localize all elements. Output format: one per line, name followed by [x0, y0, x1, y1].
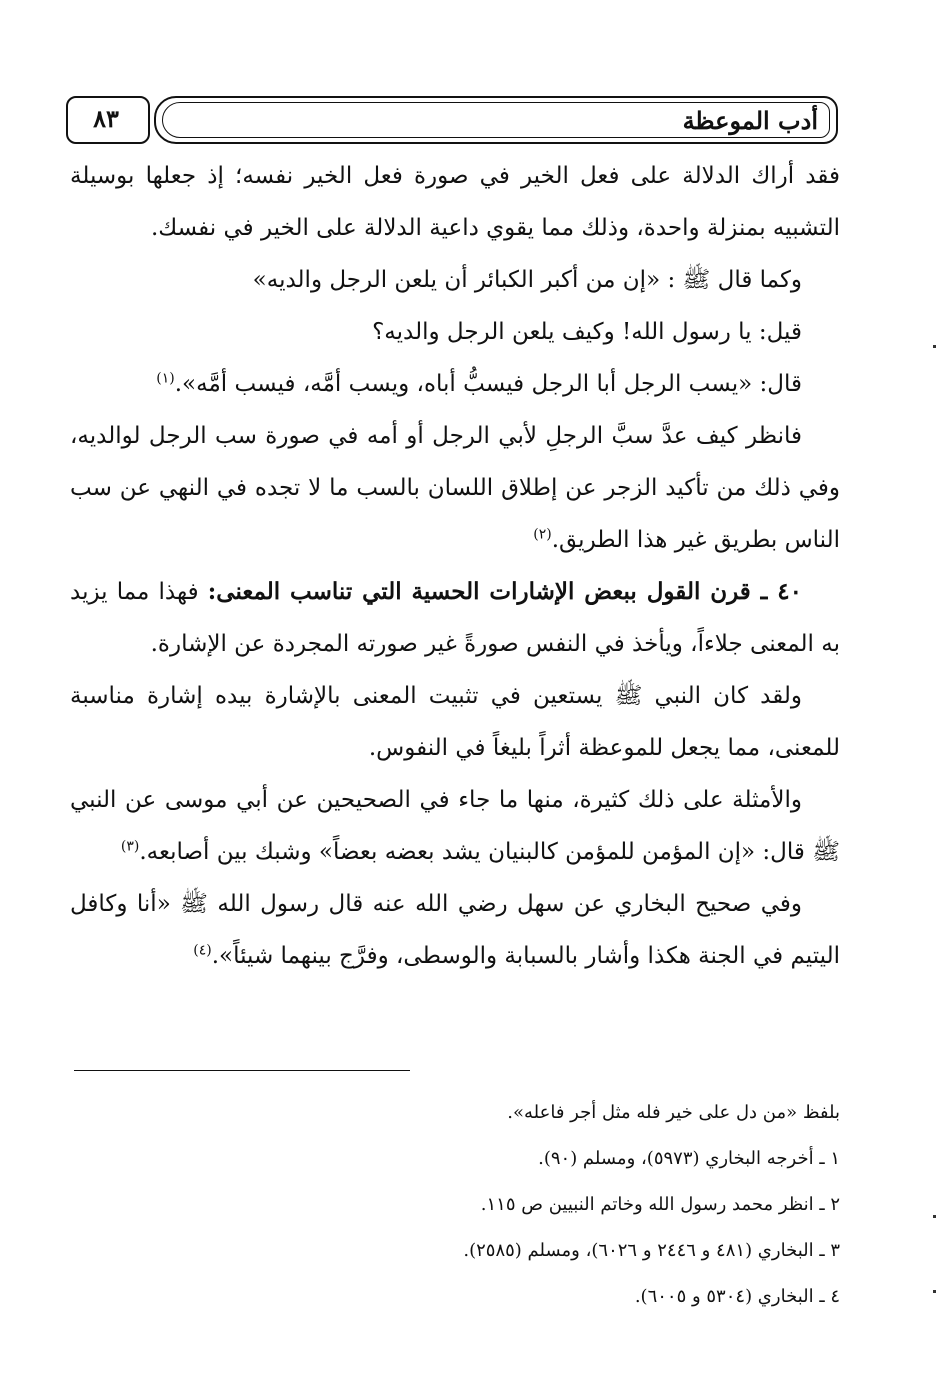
footnote-1: ١ ـ أخرجه البخاري (٥٩٧٣)، ومسلم (٩٠). — [538, 1148, 840, 1169]
paragraph-9-text: وفي صحيح البخاري عن سهل رضي الله عنه قال رسول الله ﷺ «أنا وكافل اليتيم في الجنة هكذا وأشار بالسبابة والوسطى، وفرَّج بينهما شيئاً». — [70, 891, 840, 969]
section-heading-40: ٤٠ ـ قرن القول ببعض الإشارات الحسية التي تناسب المعنى: — [207, 578, 802, 605]
footnote-continued: بلفظ «من دل على خير فله مثل أجر فاعله». — [507, 1102, 840, 1123]
footnote-ref-1: (١) — [156, 370, 175, 387]
footnote-ref-3: (٣) — [120, 838, 140, 855]
footnote-ref-4: (٤) — [193, 942, 212, 959]
running-title: أدب الموعظة — [682, 105, 818, 135]
main-text — [70, 150, 840, 982]
paragraph-5 — [70, 410, 840, 566]
paragraph-6 — [70, 566, 840, 670]
footnote-separator — [74, 1070, 410, 1071]
paragraph-6-text: فهذا مما يزيد به المعنى جلاءاً، ويأخذ في النفس صورةً غير صورته المجردة عن الإشارة. — [70, 579, 840, 657]
paragraph-3: قيل: يا رسول الله! وكيف يلعن الرجل والديه؟ — [372, 319, 802, 345]
paragraph-4-text: قال: «يسب الرجل أبا الرجل فيسبُّ أباه، ويسب أمَّه، فيسب أمَّه». — [174, 371, 802, 397]
footnote-2: ٢ ـ انظر محمد رسول الله وخاتم النبيين ص ١١٥. — [480, 1194, 840, 1215]
page-number: ٨٣ — [93, 103, 119, 133]
running-title-frame — [154, 96, 838, 144]
paragraph-4 — [70, 358, 840, 410]
paragraph-1: فقد أراك الدلالة على فعل الخير في صورة فعل الخير نفسه؛ إذ جعلها بوسيلة التشبيه بمنزلة واحدة، وذلك مما يقوي داعية الدلالة على الخير في نفسك. — [70, 163, 840, 241]
paragraph-8-text: والأمثلة على ذلك كثيرة، منها ما جاء في الصحيحين عن أبي موسى عن النبي ﷺ قال: «إن المؤمن للمؤمن كالبنيان يشد بعضه بعضاً» وشبك بين أصابعه. — [70, 787, 840, 865]
paragraph-5-text: فانظر كيف عدَّ سبَّ الرجلِ لأبي الرجل أو أمه في صورة سب الرجل لوالديه، وفي ذلك من تأكيد الزجر عن إطلاق اللسان بالسب ما لا تجده في النهي عن سب الناس بطريق غير هذا الطريق. — [70, 423, 840, 553]
paragraph-8 — [70, 774, 840, 878]
footnotes — [70, 1090, 840, 1320]
page-header — [66, 96, 838, 144]
paragraph-2: وكما قال ﷺ : «إن من أكبر الكبائر أن يلعن الرجل والديه» — [252, 267, 802, 293]
footnote-ref-2: (٢) — [533, 526, 552, 543]
paragraph-7: ولقد كان النبي ﷺ يستعين في تثبيت المعنى بالإشارة بيده إشارة مناسبة للمعنى، مما يجعل للموعظة أثراً بليغاً في النفوس. — [70, 683, 840, 761]
footnote-3: ٣ ـ البخاري (٤٨١ و ٢٤٤٦ و ٦٠٢٦)، ومسلم (٢٥٨٥). — [463, 1240, 840, 1261]
paragraph-9 — [70, 878, 840, 982]
footnote-4: ٤ ـ البخاري (٥٣٠٤ و ٦٠٠٥). — [634, 1286, 840, 1307]
